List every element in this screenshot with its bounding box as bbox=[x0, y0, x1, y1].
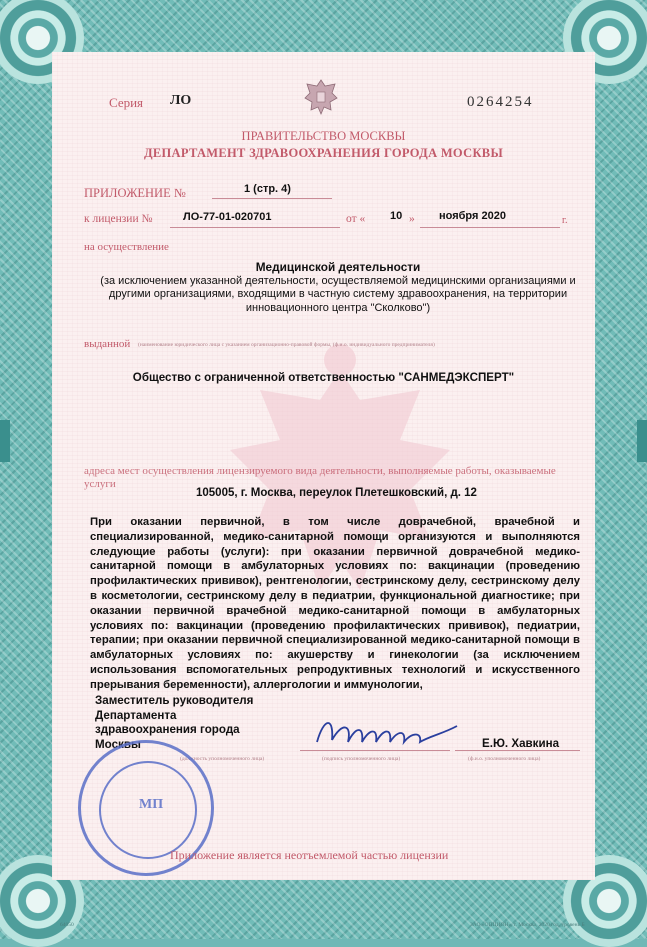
position-line-3: здравоохранения города bbox=[95, 723, 240, 736]
hint-signature: (подпись уполномоченного лица) bbox=[322, 756, 401, 762]
issued-label: выданной bbox=[84, 338, 131, 350]
stamp-mp-label: МП bbox=[139, 797, 164, 812]
print-code: 64050 bbox=[60, 922, 74, 928]
series-label: Серия bbox=[109, 95, 144, 110]
services-text: При оказании первичной, в том числе доврачебной, врачебной и специализированной, медико-санитарной помощи организуются и выполняются следующие работы (услуги): при оказании первичной доврачебной медико-санитарной помощи в амбулаторных условиях по: вакцинации (проведению профилактических прививок), рентгенологии, сестринскому делу, сестринскому делу в косметологии, сестринскому делу в педиатрии, функциональной диагностике; при оказании первичной врачебной медико-санитарной помощи в амбулаторных условиях по: вакцинации (проведению профилактических прививок), педиатрии, терапии; при оказании первичной специализированной медико-санитарной помощи в амбулаторных условиях по: акушерству и гинекологии (за исключением использования вспомогательных репродуктивных технологий и искусственного прерывания беременности), аллергологии и иммунологии, bbox=[90, 516, 580, 691]
form-number: 0264254 bbox=[467, 94, 534, 110]
name-underline bbox=[455, 750, 580, 751]
signatory-name: Е.Ю. Хавкина bbox=[482, 737, 560, 750]
printer-info: ЗАО «ОПЦИОН», г. Москва, 2020 год, уровень Б bbox=[470, 922, 585, 928]
license-number-underline bbox=[170, 227, 340, 228]
license-month-underline bbox=[420, 227, 560, 228]
address-label: адреса мест осуществления лицензируемого вида деятельности, выполняемые работы, оказываемые услуги bbox=[84, 465, 556, 490]
position-line-4: Москвы bbox=[95, 737, 141, 751]
license-day: 10 bbox=[390, 210, 403, 222]
position-line-1: Заместитель руководителя bbox=[95, 694, 254, 707]
license-year-suffix: г. bbox=[562, 215, 568, 226]
address-value: 105005, г. Москва, переулок Плетешковский, д. 12 bbox=[196, 487, 477, 499]
right-edge-tab[interactable] bbox=[637, 420, 647, 462]
appendix-underline bbox=[212, 198, 332, 199]
appendix-value: 1 (стр. 4) bbox=[244, 183, 291, 195]
department-title: ДЕПАРТАМЕНТ ЗДРАВООХРАНЕНИЯ ГОРОДА МОСКВЫ bbox=[143, 146, 504, 160]
activity-details: (за исключением указанной деятельности, осуществляемой медицинскими организациями и другими организациями, входящими в частную систему здравоохранения, на территории инновационного центра "Сколково") bbox=[100, 274, 576, 314]
handwritten-signature bbox=[312, 712, 462, 752]
footer-note: Приложение является неотъемлемой частью лицензии bbox=[170, 848, 449, 862]
hint-name: (ф.и.о. уполномоченного лица) bbox=[468, 756, 541, 762]
government-title: ПРАВИТЕЛЬСТВО МОСКВЫ bbox=[241, 129, 406, 143]
signature-underline bbox=[300, 750, 450, 751]
series-value: ЛО bbox=[170, 93, 192, 108]
issued-hint: (наименование юридического лица с указанием организационно-правовой формы, (ф.и.о. индивидуального предпринимателя) bbox=[138, 342, 435, 348]
license-day-close: » bbox=[409, 213, 415, 225]
organization-name: Общество с ограниченной ответственностью "САНМЕДЭКСПЕРТ" bbox=[132, 371, 515, 384]
activity-block bbox=[88, 261, 588, 315]
left-edge-tab[interactable] bbox=[0, 420, 10, 462]
activity-label: на осуществление bbox=[84, 241, 169, 253]
license-label: к лицензии № bbox=[84, 213, 153, 225]
appendix-label: ПРИЛОЖЕНИЕ № bbox=[84, 186, 186, 200]
activity-title: Медицинской деятельности bbox=[255, 260, 421, 274]
signatory-position bbox=[95, 694, 253, 752]
position-line-2: Департамента bbox=[95, 708, 177, 722]
license-number: ЛО-77-01-020701 bbox=[183, 211, 272, 223]
license-month-year: ноября 2020 bbox=[439, 210, 506, 222]
coat-of-arms-icon bbox=[303, 76, 339, 116]
hint-position: (должность уполномоченного лица) bbox=[180, 756, 265, 762]
license-date-from: от « bbox=[346, 213, 366, 225]
